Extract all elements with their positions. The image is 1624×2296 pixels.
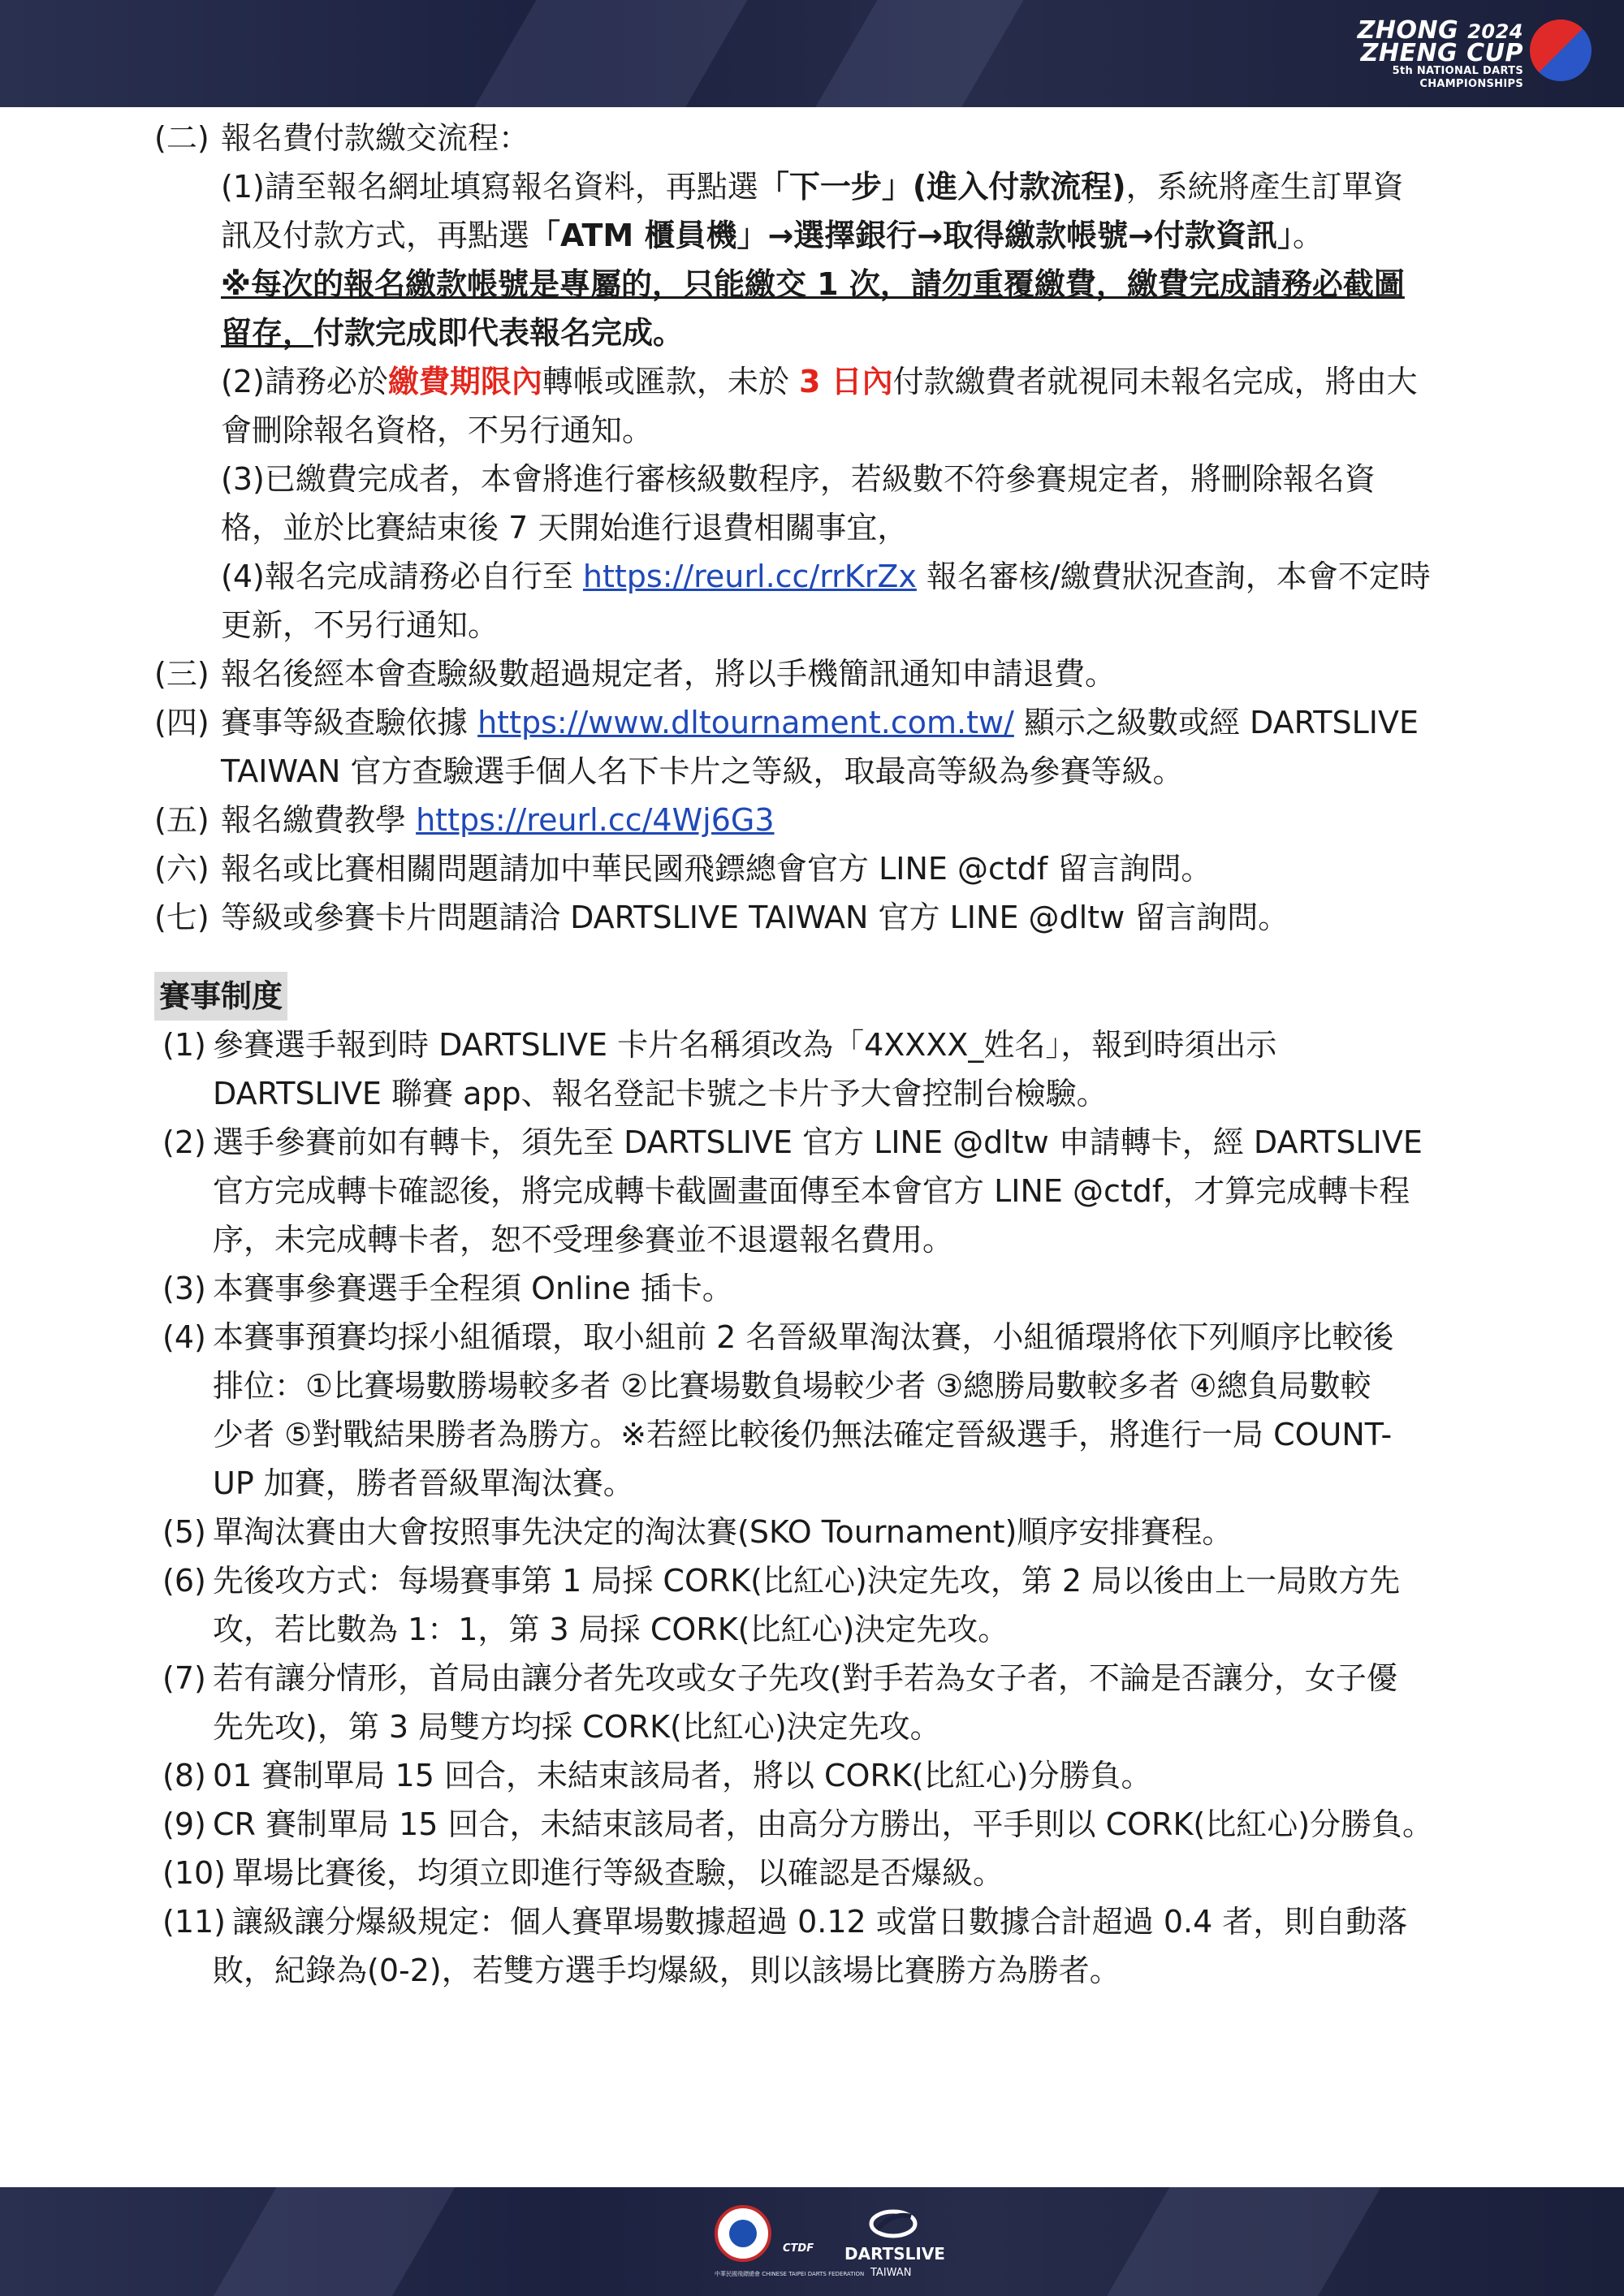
rules-section-title: 賽事制度: [154, 972, 287, 1021]
rule-text: 讓級讓分爆級規定：個人賽單場數據超過 0.12 或當日數據合計超過 0.4 者，則自動落: [232, 1904, 1408, 1940]
text: 訊及付款方式，再點選: [221, 218, 530, 253]
rule-1-line2: DARTSLIVE 聯賽 app、報名登記卡號之卡片予大會控制台檢驗。: [213, 1076, 1108, 1111]
rule-text: 01 賽制單局 15 回合，未結束該局者，將以 CORK(比紅心)分勝負。: [213, 1758, 1152, 1793]
payment-heading-number: (二): [154, 120, 209, 156]
text-underlined: 留存，: [221, 315, 314, 351]
rule-6-line2: 攻，若比數為 1：1，第 3 局採 CORK(比紅心)決定先攻。: [213, 1612, 1009, 1647]
rule-text: 參賽選手報到時 DARTSLIVE 卡片名稱須改為「4XXXX_姓名」，報到時須出示: [213, 1027, 1277, 1063]
text-bold: 「ATM 櫃員機」→選擇銀行→取得繳款帳號→付款資訊」: [529, 218, 1293, 253]
text: (4)報名完成請務必自行至: [221, 559, 583, 594]
text: 報名繳費教學: [221, 802, 417, 838]
dartslive-swirl-icon: [869, 2208, 918, 2239]
logo-text-line2: ZHENG CUP: [1360, 39, 1523, 67]
text: ，系統將產生訂單資: [1125, 169, 1404, 205]
text: 報名審核/繳費狀況查詢，本會不定時: [916, 559, 1431, 594]
item-text: 報名後經本會查驗級數超過規定者，將以手機簡訊通知申請退費。: [221, 656, 1116, 692]
header-decoration: [451, 0, 766, 107]
rule-number: (2): [162, 1124, 206, 1160]
logo-year: 2024: [1467, 20, 1523, 43]
payment-step2-line1: [221, 357, 1418, 406]
rule-text: 先後攻方式：每場賽事第 1 局採 CORK(比紅心)決定先攻，第 2 局以後由上一局敗方先: [213, 1563, 1401, 1599]
payment-step4-line2: 更新，不另行通知。: [221, 607, 499, 643]
logo-text-line3: 5th NATIONAL DARTS: [1392, 65, 1523, 77]
rule-number: (3): [162, 1271, 206, 1306]
header-band: [0, 0, 1624, 107]
text: 顯示之級數或經 DARTSLIVE: [1013, 705, 1419, 740]
text-bold: 付款完成即代表報名完成。: [313, 315, 685, 351]
payment-warning-line1: ※每次的報名繳款帳號是專屬的，只能繳交 1 次，請勿重覆繳費，繳費完成請務必截圖: [221, 266, 1405, 302]
dartslive-region: TAIWAN: [870, 2267, 912, 2279]
ctdf-label: CTDF: [783, 2242, 814, 2255]
payment-heading-text: 報名費付款繳交流程：: [221, 120, 530, 156]
text-red: 繳費期限內: [387, 364, 542, 399]
rule-text: 單場比賽後，均須立即進行等級查驗，以確認是否爆級。: [232, 1855, 1004, 1891]
sponsor-logos: [715, 2195, 974, 2291]
payment-step4-line1: [221, 552, 1431, 601]
rule-4-line3: 少者 ⑤對戰結果勝者為勝方。※若經比較後仍無法確定晉級選手，將進行一局 COUNT-: [213, 1417, 1393, 1452]
text: (2)請務必於: [221, 364, 388, 399]
payment-step2-line2: 會刪除報名資格，不另行通知。: [221, 412, 654, 448]
footer-band: [0, 2187, 1624, 2296]
dartslive-name: DARTSLIVE: [844, 2244, 945, 2264]
rule-number: (9): [162, 1806, 206, 1842]
rule-4-line2: 排位：①比賽場數勝場較多者 ②比賽場數負場較少者 ③總勝局數較多者 ④總負局數較: [213, 1368, 1371, 1404]
rule-number: (5): [162, 1514, 206, 1550]
header-decoration: [793, 0, 1042, 107]
text-bold: 「下一步」(進入付款流程): [758, 169, 1126, 205]
rule-text: 本賽事預賽均採小組循環，取小組前 2 名晉級單淘汰賽，小組循環將依下列順序比較後: [213, 1319, 1394, 1355]
rule-2-line2: 官方完成轉卡確認後，將完成轉卡截圖畫面傳至本會官方 LINE @ctdf，才算完成轉卡程: [213, 1173, 1410, 1209]
text: 。: [1292, 218, 1324, 253]
text: 轉帳或匯款，未於: [542, 364, 799, 399]
item-number: (三): [154, 656, 209, 692]
item-number: (七): [154, 900, 209, 935]
rule-number: (4): [162, 1319, 206, 1355]
rule-number: (11): [162, 1904, 227, 1940]
rule-2-line3: 序，未完成轉卡者，恕不受理參賽並不退還報名費用。: [213, 1222, 954, 1258]
ctdf-federation-name: 中華民國飛鏢總會 CHINESE TAIPEI DARTS FEDERATION: [715, 2271, 865, 2277]
rule-7-line2: 先先攻)，第 3 局雙方均採 CORK(比紅心)決定先攻。: [213, 1709, 941, 1745]
item-text: 報名或比賽相關問題請加中華民國飛鏢總會官方 LINE @ctdf 留言詢問。: [221, 851, 1212, 887]
text: (1)請至報名網址填寫報名資料，再點選: [221, 169, 758, 205]
item-number: (四): [154, 705, 209, 740]
item-4-line2: TAIWAN 官方查驗選手個人名下卡片之等級，取最高等級為參賽等級。: [221, 753, 1184, 789]
rule-text: CR 賽制單局 15 回合，未結束該局者，由高分方勝出，平手則以 CORK(比紅心)分勝負。: [213, 1806, 1434, 1842]
rule-number: (8): [162, 1758, 206, 1793]
rule-number: (6): [162, 1563, 206, 1599]
payment-step3-line2: 格，並於比賽結束後 7 天開始進行退費相關事宜，: [221, 510, 909, 546]
footer-decoration: [1085, 2187, 1399, 2296]
text: 賽事等級查驗依據: [221, 705, 478, 740]
rule-11-line2: 敗，紀錄為(0-2)，若雙方選手均爆級，則以該場比賽勝方為勝者。: [213, 1953, 1121, 1988]
rule-number: (10): [162, 1855, 227, 1891]
item-number: (五): [154, 802, 209, 838]
payment-warning-line2: [221, 309, 684, 357]
tutorial-link[interactable]: https://reurl.cc/4Wj6G3: [416, 802, 775, 838]
footer-decoration: [192, 2187, 473, 2296]
cup-emblem-icon: [1530, 19, 1592, 81]
text-red: 3 日內: [798, 364, 893, 399]
payment-step3-line1: (3)已繳費完成者，本會將進行審核級數程序，若級數不符參賽規定者，將刪除報名資: [221, 461, 1376, 497]
logo-text-line1: ZHONG: [1357, 16, 1459, 45]
dltournament-link[interactable]: https://www.dltournament.com.tw/: [477, 705, 1014, 740]
rule-text: 本賽事參賽選手全程須 Online 插卡。: [213, 1271, 733, 1306]
logo-text-line4: CHAMPIONSHIPS: [1419, 78, 1523, 90]
rule-number: (7): [162, 1660, 206, 1696]
item-number: (六): [154, 851, 209, 887]
rule-text: 選手參賽前如有轉卡，須先至 DARTSLIVE 官方 LINE @dltw 申請轉卡，經 DARTSLIVE: [213, 1124, 1423, 1160]
rule-text: 若有讓分情形，首局由讓分者先攻或女子先攻(對手若為女子者，不論是否讓分，女子優: [213, 1660, 1397, 1696]
status-query-link[interactable]: https://reurl.cc/rrKrZx: [582, 559, 917, 594]
payment-step1-line1: [221, 162, 1404, 211]
rule-4-line4: UP 加賽，勝者晉級單淘汰賽。: [213, 1465, 634, 1501]
ctdf-seal-icon: [715, 2205, 771, 2262]
rule-text: 單淘汰賽由大會按照事先決定的淘汰賽(SKO Tournament)順序安排賽程。: [213, 1514, 1233, 1550]
payment-step1-line2: [221, 211, 1324, 260]
text: 付款繳費者就視同未報名完成，將由大: [892, 364, 1418, 399]
zhong-zheng-cup-logo: [1348, 11, 1592, 96]
rule-number: (1): [162, 1027, 206, 1063]
item-text: 等級或參賽卡片問題請洽 DARTSLIVE TAIWAN 官方 LINE @dltw 留言詢問。: [221, 900, 1289, 935]
